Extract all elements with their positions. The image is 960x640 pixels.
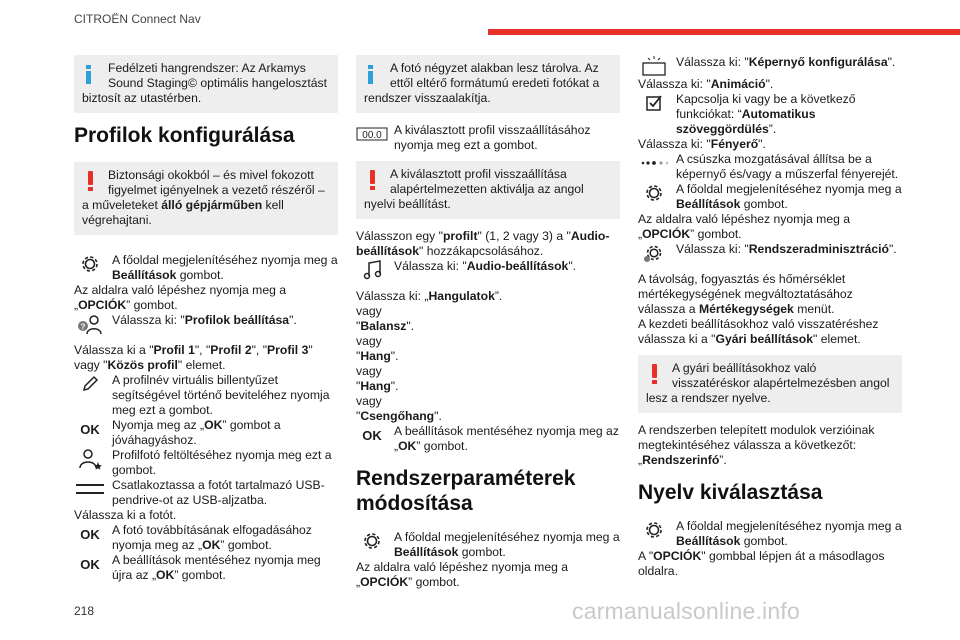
- paragraph-options: Az aldalra való lépéshez nyomja meg a „OPCIÓK” gombot.: [356, 560, 569, 589]
- step-ok-confirm: OK Nyomja meg az „OK” gombot a jóváhagyáshoz.: [74, 418, 338, 448]
- step-auto-scroll: Kapcsolja ki vagy be a következő funkciókat: “Automatikus szöveggördülés”.: [638, 92, 902, 137]
- page-number: 218: [74, 604, 95, 618]
- section-heading: Rendszerparaméterek módosítása: [356, 467, 576, 515]
- paragraph-select-profile: Válasszon egy "profilt" (1, 2 vagy 3) a "Audio-beállítások" hozzákapcsolásához.: [356, 229, 610, 258]
- warning-note: A gyári beállításokhoz való visszatéréskor alapértelmezésben angol lesz a rendszer nyelve.: [638, 355, 902, 413]
- paragraph-ambience: Válassza ki: „Hangulatok”.: [356, 289, 503, 303]
- gear-icon[interactable]: [356, 530, 388, 552]
- pencil-icon[interactable]: [74, 373, 106, 395]
- ok-button[interactable]: OK: [362, 427, 382, 443]
- info-note: [74, 55, 338, 113]
- step-screen-config: Válassza ki: "Képernyő konfigurálása".: [638, 55, 902, 77]
- step-settings: A főoldal megjelenítéséhez nyomja meg a Beállítások gombot.: [638, 519, 902, 549]
- slider-icon[interactable]: [638, 152, 670, 174]
- profile-icon[interactable]: [74, 313, 106, 335]
- warning-icon: [364, 167, 390, 191]
- step-system-admin: Válassza ki: "Rendszeradminisztráció".: [638, 242, 902, 264]
- ok-button[interactable]: OK: [80, 421, 100, 437]
- warning-icon: [646, 361, 672, 385]
- header-accent-bar: [488, 29, 960, 35]
- warning-note: A kiválasztott profil visszaállítása alapértelmezetten aktiválja az angol nyelvi beállítást.: [356, 161, 620, 219]
- step-slider: A csúszka mozgatásával állítsa be a képernyő és/vagy a műszerfal fényerejét.: [638, 152, 902, 182]
- info-icon: [364, 61, 390, 85]
- column-1: [74, 55, 338, 583]
- svg-text:00.0: 00.0: [362, 130, 382, 141]
- watermark: carmanualsonline.info: [572, 598, 800, 624]
- step-ok-save: OK A beállítások mentéséhez nyomja meg az „OK” gombot.: [356, 424, 620, 454]
- ok-button[interactable]: OK: [80, 526, 100, 542]
- info-note-text: Fedélzeti hangrendszer: Az Arkamys Sound Staging© optimális hangelosztást biztosít az utastérben.: [82, 61, 328, 105]
- step-settings: A főoldal megjelenítéséhez nyomja meg a Beállítások gombot.: [356, 530, 620, 560]
- step-ok-photo: OK A fotó továbbításának elfogadásához nyomja meg az „OK” gombot.: [74, 523, 338, 553]
- reset-icon[interactable]: [356, 123, 388, 145]
- step-audio-settings: Válassza ki: "Audio-beállítások".: [356, 259, 620, 281]
- step-upload-photo: Profilfotó feltöltéséhez nyomja meg ezt a gombot.: [74, 448, 338, 478]
- column-3: [638, 55, 902, 579]
- step-reset-profile: 00.0 A kiválasztott profil visszaállításához nyomja meg ezt a gombot.: [356, 123, 620, 153]
- paragraph-brightness: Válassza ki: "Fényerő".: [638, 137, 766, 151]
- info-note: A fotó négyzet alakban lesz tárolva. Az ettől eltérő formátumú eredeti fotókat a rendszer visszaalakítja.: [356, 55, 620, 113]
- svg-text:?: ?: [80, 322, 86, 332]
- paragraph-language: A "OPCIÓK" gombbal lépjen át a másodlagos oldalra.: [638, 549, 885, 578]
- paragraph-animation: Válassza ki: "Animáció".: [638, 77, 774, 91]
- checkbox-icon[interactable]: [638, 92, 670, 114]
- paragraph-units: A távolság, fogyasztás és hőmérséklet mértékegységének megváltoztatásához válassza a Mértékegységek menüt.: [638, 272, 853, 316]
- column-2: A fotó négyzet alakban lesz tárolva. Az ettől eltérő formátumú eredeti fotókat a rendszer visszaalakítja. 00.0 A kiválasztott profil visszaállításához nyomja meg ezt a gombot. A kiválasztott profil visszaállítása alapértelmezetten aktiválja az angol nyelvi beállítást. Válasszon egy "profilt" (1, 2 vagy 3) a "Audio-beállítások" hozzákapcsolásához. Válassza ki: "Audio-beállítások". Válassza ki: „Hangulatok”. vagy "Balansz". vagy "Hang". vagy "Hang". vagy "Csengőhang". OK A beállítások mentéséhez nyomja meg az „OK” gombot. Rendszerparaméterek módosítása A főoldal megjelenítéséhez nyomja meg a Beállítások gombot. Az aldalra való lépéshez nyomja meg a „OPCIÓK” gombot.: [356, 55, 620, 590]
- usb-icon: [74, 478, 106, 500]
- paragraph-select-photo: Válassza ki a fotót.: [74, 508, 177, 522]
- step-usb: Csatlakoztassa a fotót tartalmazó USB-pendrive-ot az USB-aljzatba.: [74, 478, 338, 508]
- paragraph-factory: A kezdeti beállításokhoz való visszatéréshez válassza ki a "Gyári beállítások" elemet.: [638, 317, 879, 346]
- gear-icon[interactable]: [638, 519, 670, 541]
- warning-text-bold: álló gépjárműben: [161, 198, 263, 212]
- warning-text-end: kell végrehajtani.: [82, 198, 284, 227]
- warning-note: [74, 162, 338, 235]
- step-settings: A főoldal megjelenítéséhez nyomja meg a Beállítások gombot.: [638, 182, 902, 212]
- profile-photo-icon[interactable]: [74, 448, 106, 470]
- section-heading: Profilok konfigurálása: [74, 124, 295, 147]
- paragraph-profile-select: Válassza ki a "Profil 1", "Profil 2", "Profil 3" vagy "Közös profil" elemet.: [74, 343, 313, 372]
- gear-icon[interactable]: [638, 182, 670, 204]
- step-profile-settings: ? Válassza ki: "Profilok beállítása".: [74, 313, 338, 335]
- warning-text: Biztonsági okokból – és mivel fokozott figyelmet igényelnek a vezető részéről – a műveleteket: [82, 168, 325, 212]
- step-ok-save: OK A beállítások mentéséhez nyomja meg újra az „OK” gombot.: [74, 553, 338, 583]
- section-heading: Nyelv kiválasztása: [638, 481, 823, 504]
- system-admin-icon[interactable]: [638, 242, 670, 264]
- paragraph-system-info: A rendszerben telepített modulok verzióinak megtekintéséhez válassza a következőt: „Rendszerinfó”.: [638, 423, 875, 467]
- gear-icon[interactable]: [74, 253, 106, 275]
- step-settings: A főoldal megjelenítéséhez nyomja meg a Beállítások gombot.: [74, 253, 338, 283]
- step-edit-name: A profilnév virtuális billentyűzet segítségével történő beviteléhez nyomja meg ezt a gombot.: [74, 373, 338, 418]
- info-icon: [82, 61, 108, 85]
- ok-button[interactable]: OK: [80, 556, 100, 572]
- paragraph-options: Az aldalra való lépéshez nyomja meg a „OPCIÓK” gombot.: [74, 283, 287, 312]
- music-note-icon[interactable]: [356, 259, 388, 281]
- warning-icon: [82, 168, 108, 192]
- screen-brightness-icon[interactable]: [638, 55, 670, 77]
- paragraph-options: Az aldalra való lépéshez nyomja meg a „OPCIÓK” gombot.: [638, 212, 851, 241]
- header-title: CITROËN Connect Nav: [74, 12, 201, 26]
